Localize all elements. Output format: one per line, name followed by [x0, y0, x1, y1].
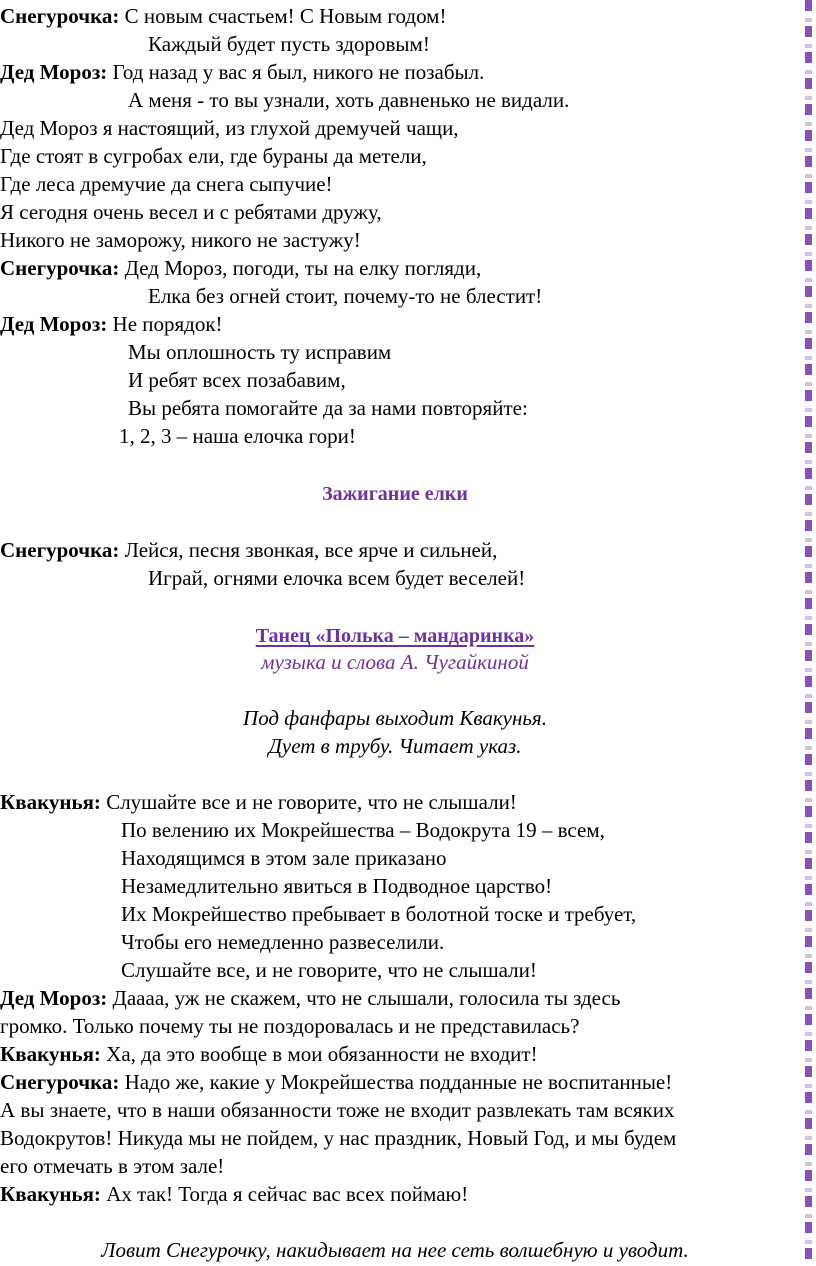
speaker-name: Квакунья: — [0, 790, 101, 814]
dialogue-line: Где стоят в сугробах ели, где бураны да метели, — [0, 144, 427, 168]
dialogue-line: Каждый будет пусть здоровым! — [148, 32, 430, 56]
dialogue-line: Водокрутов! Никуда мы не пойдем, у нас праздник, Новый Год, и мы будем — [0, 1126, 677, 1150]
dialogue-line: Где леса дремучие да снега сыпучие! — [0, 172, 333, 196]
dialogue-line: Мы оплошность ту исправим — [128, 340, 392, 364]
speaker-name: Снегурочка: — [0, 256, 120, 280]
dialogue-line: 1, 2, 3 – наша елочка гори! — [119, 424, 356, 448]
dialogue-line: А вы знаете, что в наши обязанности тоже не входит развлекать там всяких — [0, 1098, 675, 1122]
dialogue-text: Слушайте все и не говорите, что не слышали! — [100, 790, 517, 814]
dialogue-line: Вы ребята помогайте да за нами повторяйте: — [128, 396, 528, 420]
decorative-border — [805, 0, 812, 1266]
section-heading: Зажигание елки — [322, 483, 468, 505]
dialogue-line: Находящимся в этом зале приказано — [121, 846, 447, 870]
dialogue-line: Дед Мороз я настоящий, из глухой дремучей чащи, — [0, 116, 459, 140]
dialogue-line: Елка без огней стоит, почему-то не блестит! — [148, 284, 543, 308]
dialogue-line — [0, 788, 517, 816]
stage-direction: Под фанфары выходит Квакунья. — [243, 706, 547, 730]
dialogue-text: Надо же, какие у Мокрейшества подданные не воспитанные! — [119, 1070, 673, 1094]
speaker-name: Квакунья: — [0, 1182, 101, 1206]
dance-title-wrap — [0, 622, 790, 650]
dialogue-line: Незамедлительно явиться в Подводное царство! — [121, 874, 553, 898]
dialogue-line — [0, 254, 481, 282]
dialogue-line — [0, 984, 620, 1012]
speaker-name: Снегурочка: — [0, 538, 120, 562]
dialogue-line: Никого не заморожу, никого не застужу! — [0, 228, 361, 252]
dialogue-line: громко. Только почему ты не поздоровалась и не представилась? — [0, 1014, 580, 1038]
dance-title: Танец «Полька – мандаринка» — [255, 625, 535, 647]
dialogue-line — [0, 536, 497, 564]
dialogue-text: Ха, да это вообще в мои обязанности не входит! — [100, 1042, 538, 1066]
dialogue-line — [0, 2, 446, 30]
speaker-name: Дед Мороз: — [0, 60, 108, 84]
speaker-name: Снегурочка: — [0, 1070, 120, 1094]
dialogue-text: Год назад у вас я был, никого не позабыл. — [107, 60, 485, 84]
dialogue-line — [0, 1068, 672, 1096]
speaker-name: Квакунья: — [0, 1042, 101, 1066]
dialogue-line: Играй, огнями елочка всем будет веселей! — [148, 566, 526, 590]
dialogue-text: Даааа, уж не скажем, что не слышали, голосила ты здесь — [107, 986, 621, 1010]
stage-direction: Дует в трубу. Читает указ. — [268, 734, 522, 758]
dialogue-line: И ребят всех позабавим, — [128, 368, 346, 392]
stage-direction-final: Ловит Снегурочку, накидывает на нее сеть волшебную и уводит. — [101, 1238, 689, 1262]
dialogue-text: Ах так! Тогда я сейчас вас всех поймаю! — [100, 1182, 469, 1206]
dialogue-line — [0, 310, 223, 338]
dialogue-line — [0, 1180, 468, 1208]
dialogue-text: С новым счастьем! С Новым годом! — [119, 4, 447, 28]
dialogue-text: Дед Мороз, погоди, ты на елку погляди, — [119, 256, 482, 280]
speaker-name: Снегурочка: — [0, 4, 120, 28]
dialogue-line: По велению их Мокрейшества – Водокрута 19 – всем, — [121, 818, 605, 842]
dialogue-line: Я сегодня очень весел и с ребятами дружу, — [0, 200, 382, 224]
dialogue-line — [0, 58, 484, 86]
speaker-name: Дед Мороз: — [0, 312, 108, 336]
dialogue-line: его отмечать в этом зале! — [0, 1154, 225, 1178]
dance-credit: музыка и слова А. Чугайкиной — [261, 650, 529, 674]
dialogue-line — [0, 1040, 538, 1068]
dialogue-line: Слушайте все, и не говорите, что не слышали! — [121, 958, 537, 982]
dialogue-line: Их Мокрейшество пребывает в болотной тоске и требует, — [121, 902, 637, 926]
dialogue-text: Не порядок! — [107, 312, 223, 336]
speaker-name: Дед Мороз: — [0, 986, 108, 1010]
dialogue-text: Лейся, песня звонкая, все ярче и сильней, — [119, 538, 498, 562]
dialogue-line: А меня - то вы узнали, хоть давненько не видали. — [128, 88, 570, 112]
dialogue-line: Чтобы его немедленно развеселили. — [121, 930, 445, 954]
